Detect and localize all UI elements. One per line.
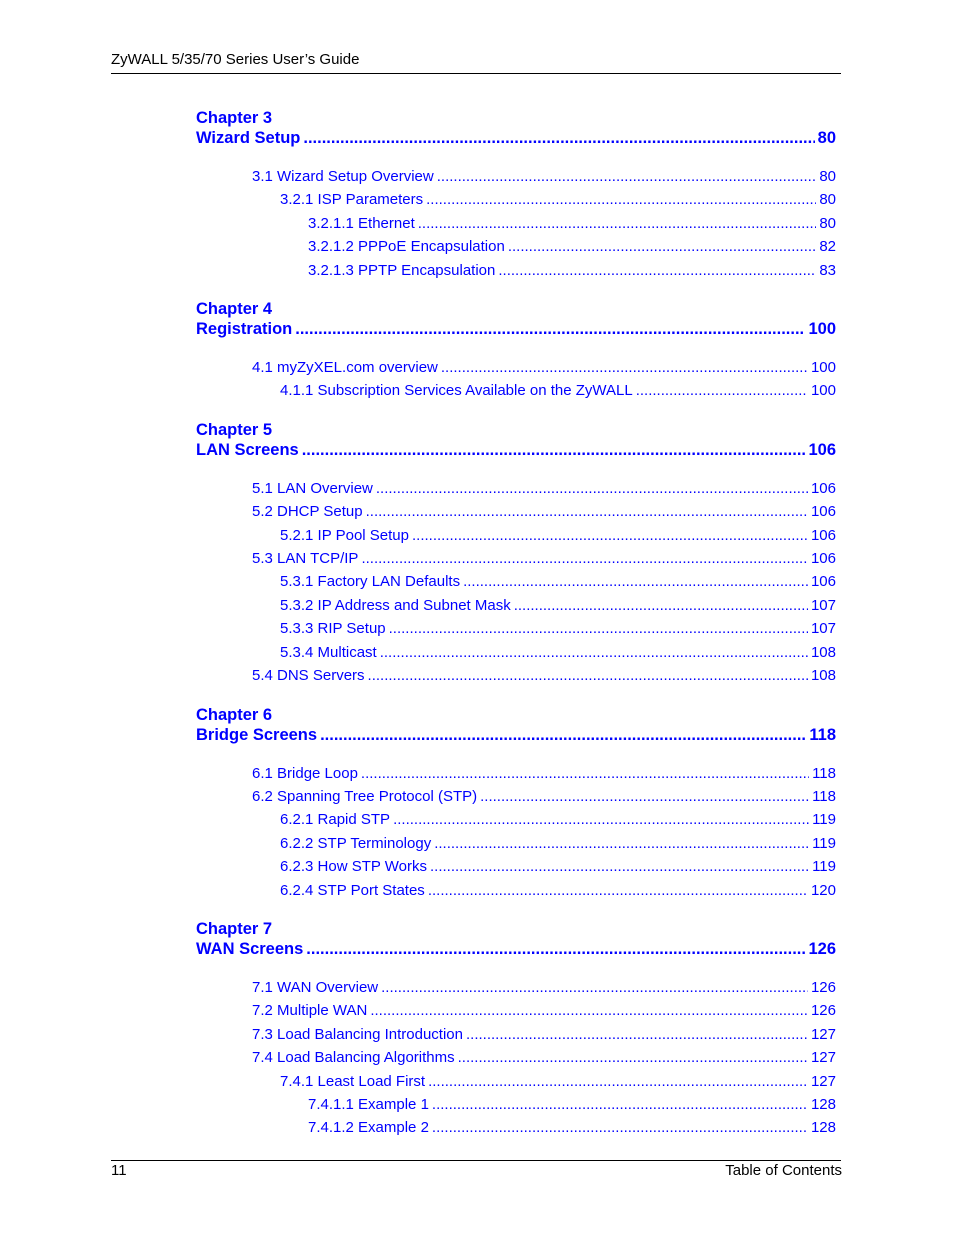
entry-page-number: 126	[810, 1002, 836, 1020]
toc-entry-link[interactable]	[196, 1093, 836, 1116]
entry-page-number: 80	[819, 191, 836, 209]
table-of-contents	[196, 108, 836, 1157]
entry-title: 3.2.1.3 PPTP Encapsulation	[308, 261, 496, 279]
chapter-page-number: 80	[817, 129, 836, 147]
entry-title: 3.1 Wizard Setup Overview	[252, 168, 434, 185]
entry-page-number: 107	[810, 596, 836, 614]
entry-page-number: 119	[812, 834, 836, 852]
chapter-title-link[interactable]	[196, 939, 836, 959]
toc-entry-link[interactable]	[196, 524, 836, 547]
entry-title: 3.2.1 ISP Parameters	[280, 191, 424, 209]
running-header: ZyWALL 5/35/70 Series User’s Guide	[111, 51, 360, 68]
chapter-page-number: 100	[808, 320, 836, 339]
toc-entry-link[interactable]	[196, 1023, 836, 1046]
chapter-label-link[interactable]: Chapter 5	[196, 420, 273, 439]
entry-page-number: 128	[810, 1119, 836, 1137]
dot-leader	[306, 939, 805, 959]
toc-entry-link[interactable]	[196, 165, 836, 188]
dot-leader	[303, 128, 814, 148]
toc-chapter	[196, 108, 836, 282]
entry-page-number: 100	[810, 359, 836, 377]
toc-entry-link[interactable]	[196, 879, 836, 902]
entry-page-number: 127	[810, 1072, 836, 1090]
toc-chapter	[196, 919, 836, 1140]
entry-title: 7.1 WAN Overview	[252, 978, 379, 996]
toc-entry-link[interactable]	[196, 617, 836, 640]
entry-title: 5.3.2 IP Address and Subnet Mask	[280, 596, 511, 614]
entry-page-number: 108	[810, 667, 836, 685]
entry-title: 7.2 Multiple WAN	[252, 1002, 368, 1020]
dot-leader	[437, 165, 817, 188]
entry-title: 6.1 Bridge Loop	[252, 764, 358, 782]
toc-entry-link[interactable]	[196, 999, 836, 1022]
entry-page-number: 128	[810, 1095, 836, 1113]
entry-title: 7.4.1.2 Example 2	[308, 1119, 429, 1137]
dot-leader	[393, 808, 809, 831]
chapter-title: Registration	[196, 320, 293, 339]
header-rule	[111, 73, 841, 74]
entry-page-number: 107	[810, 620, 836, 638]
entry-page-number: 120	[810, 881, 836, 899]
entry-title: 7.4 Load Balancing Algorithms	[252, 1049, 455, 1067]
dot-leader	[368, 664, 808, 687]
toc-chapter	[196, 705, 836, 902]
toc-entry-link[interactable]	[196, 356, 836, 379]
dot-leader	[428, 1070, 808, 1093]
chapter-title: LAN Screens	[196, 440, 299, 459]
dot-leader	[426, 188, 816, 211]
entry-page-number: 118	[812, 764, 836, 782]
chapter-label-link[interactable]: Chapter 3	[196, 109, 273, 127]
chapter-title: Bridge Screens	[196, 725, 318, 744]
dot-leader	[370, 999, 808, 1022]
toc-entry-link[interactable]	[196, 641, 836, 664]
toc-entry-link[interactable]	[196, 547, 836, 570]
footer-section-title: Table of Contents	[725, 1162, 842, 1179]
entry-title: 6.2.3 How STP Works	[280, 858, 427, 876]
footer-rule	[111, 1160, 841, 1161]
entry-page-number: 119	[812, 811, 836, 829]
entry-page-number: 106	[810, 573, 836, 591]
entry-title: 3.2.1.2 PPPoE Encapsulation	[308, 238, 505, 256]
entry-page-number: 106	[810, 503, 836, 521]
entry-page-number: 106	[810, 526, 836, 544]
entry-page-number: 108	[810, 643, 836, 661]
dot-leader	[381, 976, 808, 999]
entry-title: 5.2 DHCP Setup	[252, 503, 363, 521]
toc-entry-link[interactable]	[196, 1116, 836, 1139]
entry-page-number: 100	[810, 382, 836, 400]
dot-leader	[458, 1046, 808, 1069]
dot-leader	[480, 785, 809, 808]
entry-title: 5.2.1 IP Pool Setup	[280, 526, 409, 544]
toc-chapter	[196, 420, 836, 688]
chapter-title-link[interactable]	[196, 725, 836, 745]
dot-leader	[376, 477, 808, 500]
dot-leader	[366, 500, 808, 523]
entry-page-number: 106	[810, 550, 836, 568]
toc-entry-link[interactable]	[196, 832, 836, 855]
page-number: 11	[111, 1162, 127, 1179]
toc-entry-link[interactable]	[196, 808, 836, 831]
dot-leader	[361, 547, 808, 570]
entry-page-number: 106	[810, 479, 836, 497]
dot-leader	[380, 641, 808, 664]
entry-title: 5.3.1 Factory LAN Defaults	[280, 573, 461, 591]
entry-page-number: 127	[810, 1025, 836, 1043]
dot-leader	[508, 235, 817, 258]
toc-entry-link[interactable]	[196, 188, 836, 211]
entry-title: 4.1.1 Subscription Services Available on the ZyWALL	[280, 382, 633, 400]
entry-page-number: 127	[810, 1049, 836, 1067]
chapter-page-number: 106	[808, 440, 836, 459]
dot-leader	[412, 524, 808, 547]
entry-page-number: 82	[819, 238, 836, 256]
toc-entry-link[interactable]	[196, 500, 836, 523]
entry-title: 7.4.1.1 Example 1	[308, 1095, 429, 1113]
toc-entry-link[interactable]	[196, 1046, 836, 1069]
entry-title: 5.1 LAN Overview	[252, 479, 373, 497]
toc-entry-link[interactable]	[196, 1070, 836, 1093]
toc-entry-link[interactable]	[196, 379, 836, 402]
entry-page-number: 80	[819, 214, 836, 232]
entry-page-number: 118	[812, 787, 836, 805]
toc-entry-link[interactable]	[196, 855, 836, 878]
entry-page-number: 119	[812, 858, 836, 876]
toc-chapter	[196, 299, 836, 403]
chapter-title-link[interactable]	[196, 319, 836, 339]
entry-title: 5.3 LAN TCP/IP	[252, 550, 359, 568]
chapter-title-link[interactable]	[196, 128, 836, 148]
chapter-page-number: 126	[808, 939, 836, 958]
dot-leader	[434, 832, 809, 855]
toc-entry-link[interactable]	[196, 570, 836, 593]
entry-page-number: 80	[819, 168, 836, 185]
dot-leader	[432, 1116, 808, 1139]
toc-entry-link[interactable]	[196, 762, 836, 785]
dot-leader	[636, 379, 808, 402]
entry-title: 7.4.1 Least Load First	[280, 1072, 426, 1090]
toc-entry-link[interactable]	[196, 477, 836, 500]
dot-leader	[463, 570, 808, 593]
entry-title: 6.2 Spanning Tree Protocol (STP)	[252, 787, 478, 805]
dot-leader	[320, 725, 806, 745]
toc-entry-link[interactable]	[196, 212, 836, 235]
chapter-title-link[interactable]	[196, 440, 836, 460]
toc-entry-link[interactable]	[196, 785, 836, 808]
dot-leader	[295, 319, 805, 339]
toc-entry-link[interactable]	[196, 594, 836, 617]
chapter-label-link[interactable]: Chapter 6	[196, 705, 273, 724]
dot-leader	[514, 594, 808, 617]
entry-page-number: 83	[819, 261, 836, 279]
entry-title: 7.3 Load Balancing Introduction	[252, 1025, 463, 1043]
dot-leader	[428, 879, 808, 902]
chapter-title: WAN Screens	[196, 939, 304, 958]
toc-entry-link[interactable]	[196, 976, 836, 999]
entry-title: 3.2.1.1 Ethernet	[308, 214, 415, 232]
dot-leader	[302, 440, 806, 460]
dot-leader	[389, 617, 808, 640]
entry-title: 6.2.1 Rapid STP	[280, 811, 391, 829]
dot-leader	[466, 1023, 808, 1046]
dot-leader	[441, 356, 808, 379]
entry-title: 6.2.4 STP Port States	[280, 881, 425, 899]
chapter-title: Wizard Setup	[196, 129, 301, 147]
chapter-label-link[interactable]: Chapter 4	[196, 300, 273, 319]
entry-title: 5.3.4 Multicast	[280, 643, 377, 661]
dot-leader	[498, 259, 816, 282]
chapter-page-number: 118	[809, 725, 836, 744]
entry-title: 4.1 myZyXEL.com overview	[252, 359, 438, 377]
toc-entry-link[interactable]	[196, 664, 836, 687]
entry-page-number: 126	[810, 978, 836, 996]
toc-entry-link[interactable]	[196, 259, 836, 282]
dot-leader	[361, 762, 809, 785]
dot-leader	[432, 1093, 808, 1116]
toc-entry-link[interactable]	[196, 235, 836, 258]
dot-leader	[430, 855, 809, 878]
chapter-label-link[interactable]: Chapter 7	[196, 919, 273, 938]
dot-leader	[418, 212, 817, 235]
entry-title: 5.3.3 RIP Setup	[280, 620, 386, 638]
entry-title: 6.2.2 STP Terminology	[280, 834, 432, 852]
entry-title: 5.4 DNS Servers	[252, 667, 365, 685]
